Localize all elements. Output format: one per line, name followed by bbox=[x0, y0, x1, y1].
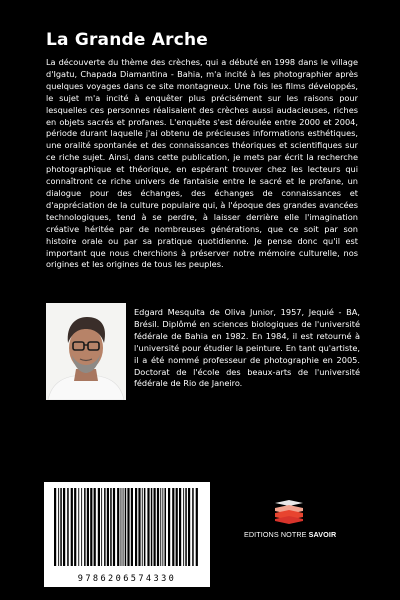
author-bio: Edgard Mesquita de Oliva Junior, 1957, Jequié - BA, Brésil. Diplômé en sciences biologiques de l'université fédérale de Bahia en 1982. En 1984, il est retourné à l'université pour étudier la peinture. En tant qu'artiste, il a été nommé professeur de photographie en 2005. Doctorat de l'école des beaux-arts de l'université fédérale de Rio de Janeiro. bbox=[134, 307, 360, 389]
publisher-name bbox=[244, 530, 337, 539]
publisher-name-bold: SAVOIR bbox=[308, 530, 337, 539]
isbn-barcode bbox=[44, 482, 210, 587]
publisher-block bbox=[244, 500, 337, 539]
author-photo bbox=[46, 303, 126, 400]
barcode-digits: 9786206574330 bbox=[77, 574, 177, 584]
publisher-name-prefix: EDITIONS NOTRE bbox=[244, 530, 307, 539]
stacked-books-icon bbox=[272, 500, 306, 524]
book-title: La Grande Arche bbox=[46, 30, 209, 50]
book-synopsis: La découverte du thème des crèches, qui a débuté en 1998 dans le village d'Igatu, Chapada Diamantina - Bahia, m'a incité à les photographier après quelques voyages dans ce site montagneux. Une fois les films développés, le sujet m'a incité à enquêter plus précisément sur les raisons pour lesquelles ces personnes réalisaient des crèches aussi audacieuses, riches en objets sacrés et profanes. L'enquête s'est déroulée entre 2000 et 2004, période durant laquelle j'ai obtenu de précieuses informations esthétiques, une oralité spontanée et des connaissances théoriques et scientifiques sur ce riche sujet. Ainsi, dans cette publication, je mets par écrit la recherche photographique et théorique, en espérant trouver chez les lecteurs qui connaîtront ce riche univers de fantaisie entre le sacré et le profane, un dialogue pour des échanges, des échanges de connaissances et d'appréciation de la culture populaire qui, à l'époque des grandes avancées technologiques, tend à se perdre, à laisser derrière elle l'imagination créative héritée par de nombreuses générations, que ce soit par son histoire orale ou par sa pratique quotidienne. Je pense donc qu'il est important que nous cherchions à préserver notre mémoire culturelle, nos origines et les origines de tous les peuples. bbox=[46, 57, 358, 270]
barcode-bars bbox=[44, 482, 210, 570]
